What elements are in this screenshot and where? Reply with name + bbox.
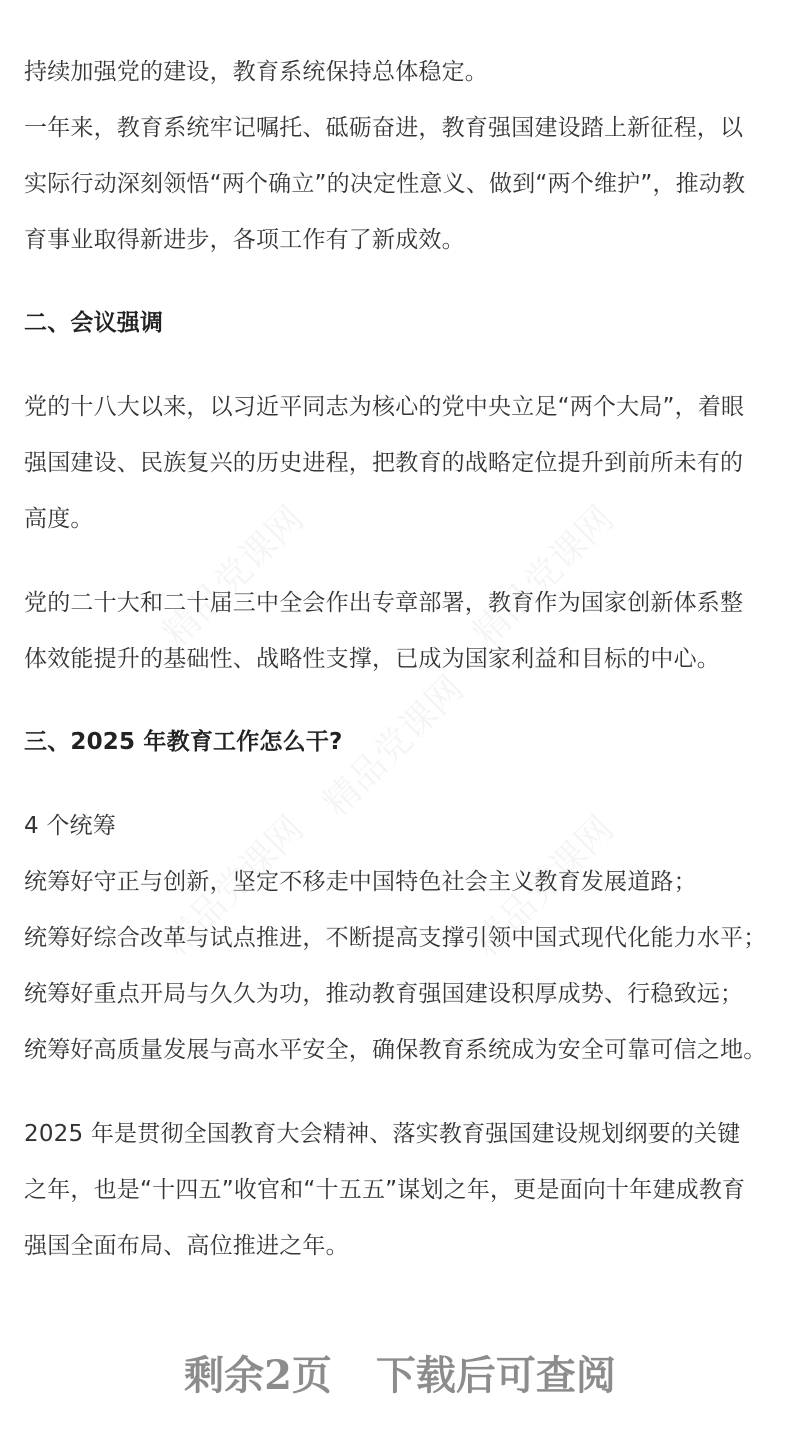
paragraph-line: 一年来，教育系统牢记嘱托、砥砺奋进，教育强国建设踏上新征程，以 [24, 115, 744, 141]
subheading: 4 个统筹 [24, 813, 116, 839]
download-banner[interactable] [0, 1350, 800, 1402]
list-item: 统筹好综合改革与试点推进，不断提高支撑引领中国式现代化能力水平； [24, 925, 767, 951]
download-to-view-label: 下载后可查阅 [375, 1352, 616, 1399]
list-item: 统筹好重点开局与久久为功，推动教育强国建设积厚成势、行稳致远； [24, 981, 744, 1007]
paragraph-line: 高度。 [24, 506, 94, 532]
paragraph-line: 强国建设、民族复兴的历史进程，把教育的战略定位提升到前所未有的 [24, 450, 744, 476]
paragraph-line: 党的十八大以来，以习近平同志为核心的党中央立足“两个大局”，着眼 [24, 394, 745, 420]
list-item: 统筹好守正与创新，坚定不移走中国特色社会主义教育发展道路； [24, 869, 697, 895]
paragraph-line: 实际行动深刻领悟“两个确立”的决定性意义、做到“两个维护”，推动教 [24, 171, 746, 197]
watermark [460, 493, 623, 656]
paragraph-line: 强国全面布局、高位推进之年。 [24, 1233, 349, 1259]
watermark [150, 493, 313, 656]
paragraph-line: 育事业取得新进步，各项工作有了新成效。 [24, 227, 465, 253]
paragraph-line: 体效能提升的基础性、战略性支撑，已成为国家利益和目标的中心。 [24, 646, 720, 672]
remaining-pages-label: 剩余2页 [184, 1352, 332, 1399]
paragraph-line: 党的二十大和二十届三中全会作出专章部署，教育作为国家创新体系整 [24, 590, 744, 616]
section-heading: 二、会议强调 [24, 310, 164, 336]
paragraph-line: 持续加强党的建设，教育系统保持总体稳定。 [24, 59, 488, 85]
paragraph-line: 2025 年是贯彻全国教育大会精神、落实教育强国建设规划纲要的关键 [24, 1121, 741, 1147]
section-heading: 三、2025 年教育工作怎么干? [24, 729, 343, 755]
list-item: 统筹好高质量发展与高水平安全，确保教育系统成为安全可靠可信之地。 [24, 1037, 767, 1063]
paragraph-line: 之年，也是“十四五”收官和“十五五”谋划之年，更是面向十年建成教育 [24, 1177, 746, 1203]
